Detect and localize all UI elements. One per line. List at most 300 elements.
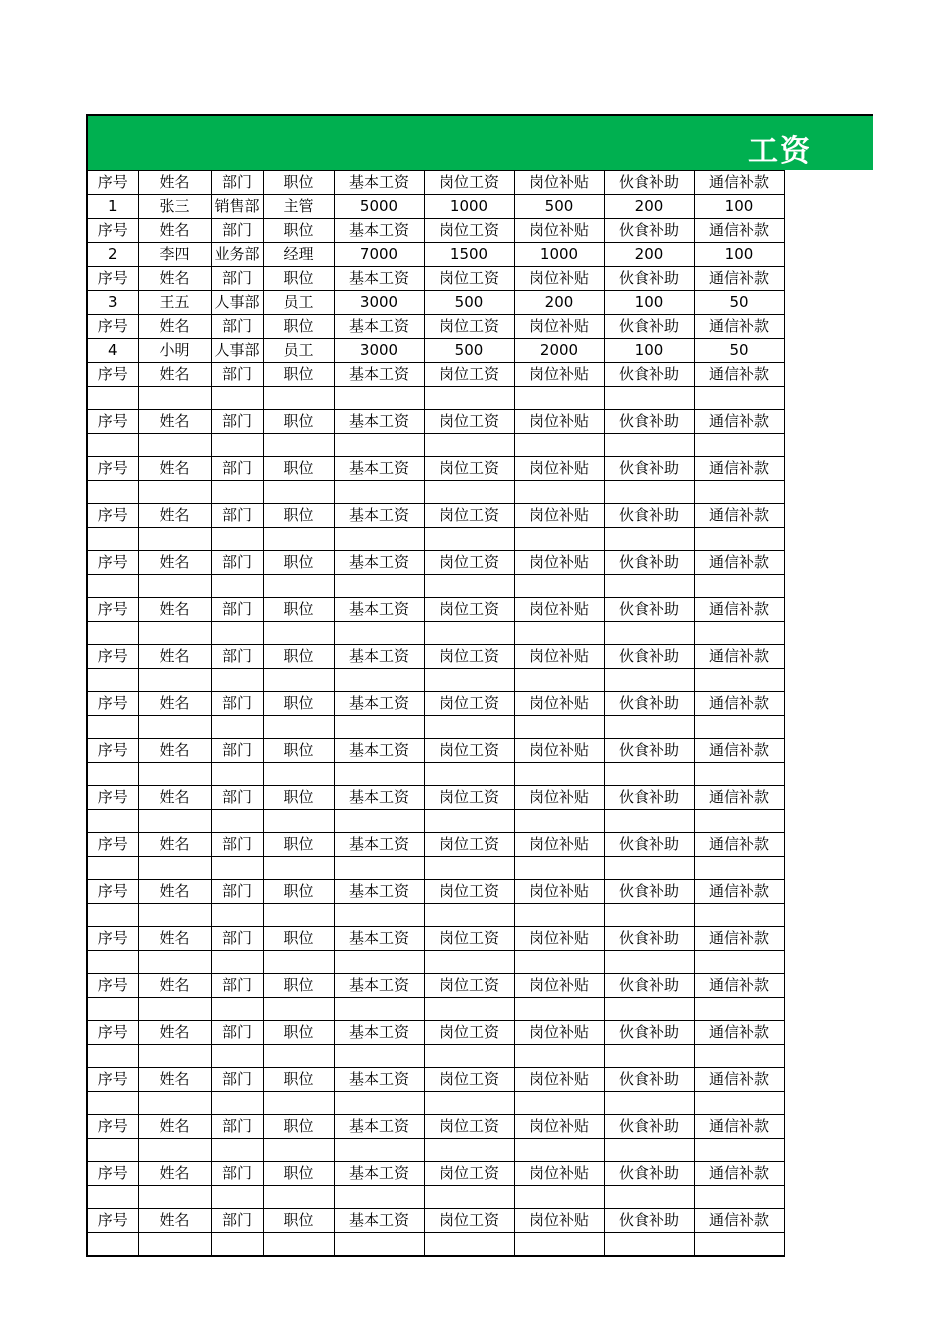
column-header-cell[interactable]: 岗位工资 <box>424 1068 514 1092</box>
column-header-cell[interactable]: 岗位工资 <box>424 1209 514 1233</box>
column-header-cell[interactable]: 通信补款 <box>694 267 784 291</box>
record-cell[interactable] <box>604 1092 694 1115</box>
column-header-cell[interactable]: 岗位工资 <box>424 880 514 904</box>
record-cell[interactable] <box>514 669 604 692</box>
record-cell[interactable]: 50 <box>694 291 784 315</box>
record-cell[interactable] <box>211 481 263 504</box>
column-header-cell[interactable]: 基本工资 <box>334 739 424 763</box>
record-cell[interactable] <box>334 763 424 786</box>
column-header-cell[interactable]: 职位 <box>263 833 334 857</box>
record-cell[interactable]: 李四 <box>138 243 211 267</box>
record-cell[interactable] <box>263 810 334 833</box>
column-header-cell[interactable]: 伙食补助 <box>604 315 694 339</box>
column-header-cell[interactable]: 姓名 <box>138 267 211 291</box>
record-cell[interactable] <box>514 622 604 645</box>
record-cell[interactable] <box>694 481 784 504</box>
column-header-cell[interactable]: 序号 <box>87 267 138 291</box>
record-cell[interactable]: 业务部 <box>211 243 263 267</box>
column-header-cell[interactable]: 通信补款 <box>694 315 784 339</box>
column-header-cell[interactable]: 伙食补助 <box>604 267 694 291</box>
column-header-cell[interactable]: 姓名 <box>138 692 211 716</box>
column-header-cell[interactable]: 职位 <box>263 410 334 434</box>
record-cell[interactable] <box>514 810 604 833</box>
record-cell[interactable] <box>604 528 694 551</box>
record-cell[interactable] <box>263 669 334 692</box>
column-header-cell[interactable]: 序号 <box>87 1162 138 1186</box>
column-header-cell[interactable]: 通信补款 <box>694 171 784 195</box>
record-cell[interactable] <box>87 1139 138 1162</box>
record-cell[interactable] <box>334 904 424 927</box>
column-header-cell[interactable]: 序号 <box>87 219 138 243</box>
record-cell[interactable] <box>263 763 334 786</box>
column-header-cell[interactable]: 岗位工资 <box>424 504 514 528</box>
column-header-cell[interactable]: 通信补款 <box>694 1068 784 1092</box>
record-cell[interactable] <box>138 1092 211 1115</box>
column-header-cell[interactable]: 基本工资 <box>334 1162 424 1186</box>
column-header-cell[interactable]: 岗位工资 <box>424 974 514 998</box>
record-cell[interactable] <box>87 904 138 927</box>
record-cell[interactable] <box>424 951 514 974</box>
column-header-cell[interactable]: 伙食补助 <box>604 504 694 528</box>
column-header-cell[interactable]: 通信补款 <box>694 410 784 434</box>
record-cell[interactable] <box>604 575 694 598</box>
column-header-cell[interactable]: 通信补款 <box>694 1162 784 1186</box>
column-header-cell[interactable]: 岗位工资 <box>424 692 514 716</box>
record-cell[interactable] <box>87 716 138 739</box>
record-cell[interactable] <box>424 998 514 1021</box>
column-header-cell[interactable]: 职位 <box>263 739 334 763</box>
column-header-cell[interactable]: 职位 <box>263 786 334 810</box>
record-cell[interactable] <box>211 387 263 410</box>
record-cell[interactable] <box>334 528 424 551</box>
column-header-cell[interactable]: 序号 <box>87 645 138 669</box>
column-header-cell[interactable]: 通信补款 <box>694 219 784 243</box>
column-header-cell[interactable]: 序号 <box>87 974 138 998</box>
record-cell[interactable] <box>514 481 604 504</box>
record-cell[interactable] <box>604 387 694 410</box>
record-cell[interactable] <box>334 857 424 880</box>
column-header-cell[interactable]: 姓名 <box>138 1021 211 1045</box>
record-cell[interactable] <box>211 669 263 692</box>
record-cell[interactable] <box>138 387 211 410</box>
column-header-cell[interactable]: 部门 <box>211 315 263 339</box>
record-cell[interactable] <box>138 1233 211 1256</box>
column-header-cell[interactable]: 部门 <box>211 880 263 904</box>
column-header-cell[interactable]: 职位 <box>263 1068 334 1092</box>
column-header-cell[interactable]: 部门 <box>211 410 263 434</box>
record-cell[interactable] <box>424 1186 514 1209</box>
column-header-cell[interactable]: 部门 <box>211 598 263 622</box>
column-header-cell[interactable]: 岗位补贴 <box>514 645 604 669</box>
record-cell[interactable] <box>604 1139 694 1162</box>
column-header-cell[interactable]: 伙食补助 <box>604 786 694 810</box>
record-cell[interactable]: 100 <box>604 339 694 363</box>
column-header-cell[interactable]: 职位 <box>263 1209 334 1233</box>
record-cell[interactable] <box>604 669 694 692</box>
record-cell[interactable] <box>334 575 424 598</box>
record-cell[interactable] <box>263 1045 334 1068</box>
column-header-cell[interactable]: 部门 <box>211 1021 263 1045</box>
record-cell[interactable] <box>211 716 263 739</box>
column-header-cell[interactable]: 岗位工资 <box>424 315 514 339</box>
column-header-cell[interactable]: 职位 <box>263 315 334 339</box>
column-header-cell[interactable]: 伙食补助 <box>604 551 694 575</box>
record-cell[interactable] <box>211 904 263 927</box>
column-header-cell[interactable]: 通信补款 <box>694 504 784 528</box>
column-header-cell[interactable]: 部门 <box>211 1115 263 1139</box>
record-cell[interactable] <box>211 810 263 833</box>
record-cell[interactable] <box>514 528 604 551</box>
record-cell[interactable] <box>87 622 138 645</box>
record-cell[interactable] <box>87 1186 138 1209</box>
column-header-cell[interactable]: 序号 <box>87 927 138 951</box>
column-header-cell[interactable]: 基本工资 <box>334 457 424 481</box>
record-cell[interactable] <box>334 998 424 1021</box>
column-header-cell[interactable]: 通信补款 <box>694 786 784 810</box>
column-header-cell[interactable]: 序号 <box>87 457 138 481</box>
record-cell[interactable] <box>334 669 424 692</box>
column-header-cell[interactable]: 部门 <box>211 1209 263 1233</box>
record-cell[interactable] <box>211 951 263 974</box>
record-cell[interactable] <box>334 1139 424 1162</box>
record-cell[interactable] <box>211 763 263 786</box>
column-header-cell[interactable]: 伙食补助 <box>604 880 694 904</box>
record-cell[interactable]: 销售部 <box>211 195 263 219</box>
column-header-cell[interactable]: 部门 <box>211 171 263 195</box>
column-header-cell[interactable]: 部门 <box>211 1162 263 1186</box>
column-header-cell[interactable]: 岗位工资 <box>424 786 514 810</box>
record-cell[interactable]: 张三 <box>138 195 211 219</box>
record-cell[interactable] <box>87 1045 138 1068</box>
record-cell[interactable] <box>263 622 334 645</box>
record-cell[interactable] <box>87 998 138 1021</box>
column-header-cell[interactable]: 姓名 <box>138 171 211 195</box>
column-header-cell[interactable]: 序号 <box>87 410 138 434</box>
record-cell[interactable] <box>263 951 334 974</box>
record-cell[interactable] <box>694 387 784 410</box>
column-header-cell[interactable]: 伙食补助 <box>604 171 694 195</box>
record-cell[interactable]: 小明 <box>138 339 211 363</box>
record-cell[interactable] <box>87 387 138 410</box>
column-header-cell[interactable]: 序号 <box>87 833 138 857</box>
record-cell[interactable] <box>514 1045 604 1068</box>
column-header-cell[interactable]: 岗位补贴 <box>514 786 604 810</box>
record-cell[interactable] <box>138 481 211 504</box>
record-cell[interactable]: 2 <box>87 243 138 267</box>
column-header-cell[interactable]: 部门 <box>211 974 263 998</box>
column-header-cell[interactable]: 岗位补贴 <box>514 315 604 339</box>
record-cell[interactable] <box>514 951 604 974</box>
column-header-cell[interactable]: 姓名 <box>138 1068 211 1092</box>
column-header-cell[interactable]: 基本工资 <box>334 551 424 575</box>
column-header-cell[interactable]: 伙食补助 <box>604 645 694 669</box>
column-header-cell[interactable]: 部门 <box>211 833 263 857</box>
record-cell[interactable] <box>514 575 604 598</box>
column-header-cell[interactable]: 姓名 <box>138 598 211 622</box>
record-cell[interactable] <box>87 1092 138 1115</box>
record-cell[interactable]: 7000 <box>334 243 424 267</box>
record-cell[interactable] <box>514 1092 604 1115</box>
record-cell[interactable] <box>334 387 424 410</box>
record-cell[interactable] <box>87 951 138 974</box>
record-cell[interactable] <box>424 528 514 551</box>
column-header-cell[interactable]: 岗位补贴 <box>514 1115 604 1139</box>
record-cell[interactable] <box>604 763 694 786</box>
record-cell[interactable] <box>138 904 211 927</box>
column-header-cell[interactable]: 姓名 <box>138 410 211 434</box>
record-cell[interactable] <box>211 1186 263 1209</box>
record-cell[interactable]: 50 <box>694 339 784 363</box>
record-cell[interactable] <box>514 1186 604 1209</box>
record-cell[interactable]: 1000 <box>424 195 514 219</box>
record-cell[interactable] <box>87 857 138 880</box>
column-header-cell[interactable]: 岗位工资 <box>424 598 514 622</box>
record-cell[interactable] <box>87 669 138 692</box>
record-cell[interactable] <box>424 387 514 410</box>
column-header-cell[interactable]: 序号 <box>87 739 138 763</box>
column-header-cell[interactable]: 姓名 <box>138 457 211 481</box>
column-header-cell[interactable]: 伙食补助 <box>604 1068 694 1092</box>
record-cell[interactable] <box>87 575 138 598</box>
column-header-cell[interactable]: 通信补款 <box>694 974 784 998</box>
record-cell[interactable] <box>334 434 424 457</box>
record-cell[interactable] <box>263 857 334 880</box>
column-header-cell[interactable]: 序号 <box>87 1209 138 1233</box>
column-header-cell[interactable]: 基本工资 <box>334 1115 424 1139</box>
column-header-cell[interactable]: 岗位工资 <box>424 1115 514 1139</box>
column-header-cell[interactable]: 基本工资 <box>334 786 424 810</box>
column-header-cell[interactable]: 岗位补贴 <box>514 833 604 857</box>
column-header-cell[interactable]: 姓名 <box>138 786 211 810</box>
record-cell[interactable] <box>514 904 604 927</box>
record-cell[interactable] <box>334 951 424 974</box>
column-header-cell[interactable]: 序号 <box>87 363 138 387</box>
record-cell[interactable]: 100 <box>694 195 784 219</box>
record-cell[interactable]: 员工 <box>263 339 334 363</box>
record-cell[interactable] <box>138 716 211 739</box>
column-header-cell[interactable]: 职位 <box>263 219 334 243</box>
column-header-cell[interactable]: 姓名 <box>138 315 211 339</box>
record-cell[interactable] <box>138 951 211 974</box>
record-cell[interactable] <box>694 857 784 880</box>
record-cell[interactable] <box>211 857 263 880</box>
column-header-cell[interactable]: 基本工资 <box>334 504 424 528</box>
record-cell[interactable] <box>334 1045 424 1068</box>
column-header-cell[interactable]: 职位 <box>263 551 334 575</box>
column-header-cell[interactable]: 职位 <box>263 504 334 528</box>
record-cell[interactable] <box>334 1233 424 1256</box>
column-header-cell[interactable]: 岗位补贴 <box>514 927 604 951</box>
column-header-cell[interactable]: 岗位工资 <box>424 1162 514 1186</box>
record-cell[interactable] <box>424 1139 514 1162</box>
record-cell[interactable] <box>263 1139 334 1162</box>
column-header-cell[interactable]: 基本工资 <box>334 315 424 339</box>
column-header-cell[interactable]: 岗位补贴 <box>514 363 604 387</box>
column-header-cell[interactable]: 通信补款 <box>694 457 784 481</box>
column-header-cell[interactable]: 岗位工资 <box>424 410 514 434</box>
record-cell[interactable] <box>424 857 514 880</box>
column-header-cell[interactable]: 姓名 <box>138 645 211 669</box>
record-cell[interactable]: 人事部 <box>211 291 263 315</box>
record-cell[interactable] <box>138 1186 211 1209</box>
column-header-cell[interactable]: 部门 <box>211 219 263 243</box>
record-cell[interactable] <box>334 622 424 645</box>
record-cell[interactable] <box>211 434 263 457</box>
record-cell[interactable] <box>263 434 334 457</box>
column-header-cell[interactable]: 基本工资 <box>334 598 424 622</box>
record-cell[interactable] <box>604 857 694 880</box>
column-header-cell[interactable]: 部门 <box>211 786 263 810</box>
column-header-cell[interactable]: 岗位工资 <box>424 457 514 481</box>
column-header-cell[interactable]: 通信补款 <box>694 1021 784 1045</box>
column-header-cell[interactable]: 伙食补助 <box>604 598 694 622</box>
column-header-cell[interactable]: 序号 <box>87 1021 138 1045</box>
column-header-cell[interactable]: 序号 <box>87 880 138 904</box>
record-cell[interactable] <box>604 1186 694 1209</box>
record-cell[interactable]: 500 <box>424 291 514 315</box>
column-header-cell[interactable]: 伙食补助 <box>604 1209 694 1233</box>
column-header-cell[interactable]: 基本工资 <box>334 927 424 951</box>
column-header-cell[interactable]: 岗位补贴 <box>514 410 604 434</box>
column-header-cell[interactable]: 部门 <box>211 692 263 716</box>
record-cell[interactable] <box>694 575 784 598</box>
record-cell[interactable] <box>694 1186 784 1209</box>
record-cell[interactable]: 4 <box>87 339 138 363</box>
record-cell[interactable] <box>694 810 784 833</box>
column-header-cell[interactable]: 岗位补贴 <box>514 1021 604 1045</box>
column-header-cell[interactable]: 序号 <box>87 1068 138 1092</box>
column-header-cell[interactable]: 部门 <box>211 739 263 763</box>
column-header-cell[interactable]: 基本工资 <box>334 267 424 291</box>
record-cell[interactable]: 2000 <box>514 339 604 363</box>
record-cell[interactable] <box>694 1045 784 1068</box>
record-cell[interactable]: 200 <box>604 195 694 219</box>
column-header-cell[interactable]: 岗位工资 <box>424 1021 514 1045</box>
record-cell[interactable] <box>424 575 514 598</box>
record-cell[interactable] <box>263 575 334 598</box>
column-header-cell[interactable]: 通信补款 <box>694 880 784 904</box>
record-cell[interactable] <box>263 998 334 1021</box>
column-header-cell[interactable]: 伙食补助 <box>604 692 694 716</box>
column-header-cell[interactable]: 部门 <box>211 267 263 291</box>
record-cell[interactable] <box>604 904 694 927</box>
record-cell[interactable]: 5000 <box>334 195 424 219</box>
record-cell[interactable] <box>138 1139 211 1162</box>
column-header-cell[interactable]: 基本工资 <box>334 645 424 669</box>
record-cell[interactable] <box>424 904 514 927</box>
column-header-cell[interactable]: 岗位补贴 <box>514 457 604 481</box>
column-header-cell[interactable]: 姓名 <box>138 739 211 763</box>
column-header-cell[interactable]: 职位 <box>263 1115 334 1139</box>
record-cell[interactable] <box>514 1139 604 1162</box>
column-header-cell[interactable]: 姓名 <box>138 219 211 243</box>
record-cell[interactable] <box>604 951 694 974</box>
record-cell[interactable] <box>138 575 211 598</box>
record-cell[interactable] <box>87 434 138 457</box>
column-header-cell[interactable]: 职位 <box>263 598 334 622</box>
record-cell[interactable] <box>694 434 784 457</box>
record-cell[interactable]: 人事部 <box>211 339 263 363</box>
record-cell[interactable] <box>263 1186 334 1209</box>
column-header-cell[interactable]: 岗位补贴 <box>514 504 604 528</box>
column-header-cell[interactable]: 姓名 <box>138 1115 211 1139</box>
record-cell[interactable] <box>514 998 604 1021</box>
column-header-cell[interactable]: 岗位工资 <box>424 267 514 291</box>
column-header-cell[interactable]: 职位 <box>263 363 334 387</box>
column-header-cell[interactable]: 伙食补助 <box>604 927 694 951</box>
record-cell[interactable] <box>334 716 424 739</box>
column-header-cell[interactable]: 岗位工资 <box>424 219 514 243</box>
record-cell[interactable] <box>424 481 514 504</box>
column-header-cell[interactable]: 岗位工资 <box>424 739 514 763</box>
column-header-cell[interactable]: 姓名 <box>138 1162 211 1186</box>
record-cell[interactable] <box>424 1092 514 1115</box>
record-cell[interactable] <box>211 1092 263 1115</box>
column-header-cell[interactable]: 职位 <box>263 1162 334 1186</box>
record-cell[interactable]: 1 <box>87 195 138 219</box>
column-header-cell[interactable]: 岗位补贴 <box>514 1209 604 1233</box>
column-header-cell[interactable]: 职位 <box>263 1021 334 1045</box>
record-cell[interactable]: 主管 <box>263 195 334 219</box>
column-header-cell[interactable]: 职位 <box>263 267 334 291</box>
record-cell[interactable] <box>424 810 514 833</box>
column-header-cell[interactable]: 姓名 <box>138 1209 211 1233</box>
column-header-cell[interactable]: 序号 <box>87 692 138 716</box>
column-header-cell[interactable]: 通信补款 <box>694 739 784 763</box>
column-header-cell[interactable]: 岗位工资 <box>424 363 514 387</box>
record-cell[interactable] <box>424 434 514 457</box>
column-header-cell[interactable]: 通信补款 <box>694 833 784 857</box>
record-cell[interactable] <box>263 1092 334 1115</box>
column-header-cell[interactable]: 部门 <box>211 927 263 951</box>
column-header-cell[interactable]: 伙食补助 <box>604 410 694 434</box>
column-header-cell[interactable]: 职位 <box>263 692 334 716</box>
column-header-cell[interactable]: 姓名 <box>138 974 211 998</box>
column-header-cell[interactable]: 姓名 <box>138 504 211 528</box>
record-cell[interactable] <box>604 1233 694 1256</box>
record-cell[interactable] <box>604 998 694 1021</box>
column-header-cell[interactable]: 伙食补助 <box>604 1162 694 1186</box>
column-header-cell[interactable]: 序号 <box>87 786 138 810</box>
record-cell[interactable] <box>694 528 784 551</box>
record-cell[interactable]: 200 <box>514 291 604 315</box>
record-cell[interactable] <box>694 951 784 974</box>
record-cell[interactable] <box>694 716 784 739</box>
column-header-cell[interactable]: 伙食补助 <box>604 363 694 387</box>
record-cell[interactable] <box>604 481 694 504</box>
column-header-cell[interactable]: 姓名 <box>138 551 211 575</box>
column-header-cell[interactable]: 基本工资 <box>334 692 424 716</box>
record-cell[interactable] <box>604 716 694 739</box>
column-header-cell[interactable]: 通信补款 <box>694 363 784 387</box>
record-cell[interactable] <box>334 1186 424 1209</box>
record-cell[interactable] <box>424 716 514 739</box>
record-cell[interactable] <box>263 528 334 551</box>
record-cell[interactable] <box>334 481 424 504</box>
record-cell[interactable] <box>514 857 604 880</box>
column-header-cell[interactable]: 基本工资 <box>334 171 424 195</box>
column-header-cell[interactable]: 伙食补助 <box>604 974 694 998</box>
record-cell[interactable] <box>138 810 211 833</box>
column-header-cell[interactable]: 伙食补助 <box>604 219 694 243</box>
record-cell[interactable] <box>514 1233 604 1256</box>
record-cell[interactable] <box>334 1092 424 1115</box>
column-header-cell[interactable]: 岗位工资 <box>424 551 514 575</box>
record-cell[interactable] <box>694 669 784 692</box>
record-cell[interactable]: 经理 <box>263 243 334 267</box>
column-header-cell[interactable]: 伙食补助 <box>604 1115 694 1139</box>
column-header-cell[interactable]: 部门 <box>211 363 263 387</box>
